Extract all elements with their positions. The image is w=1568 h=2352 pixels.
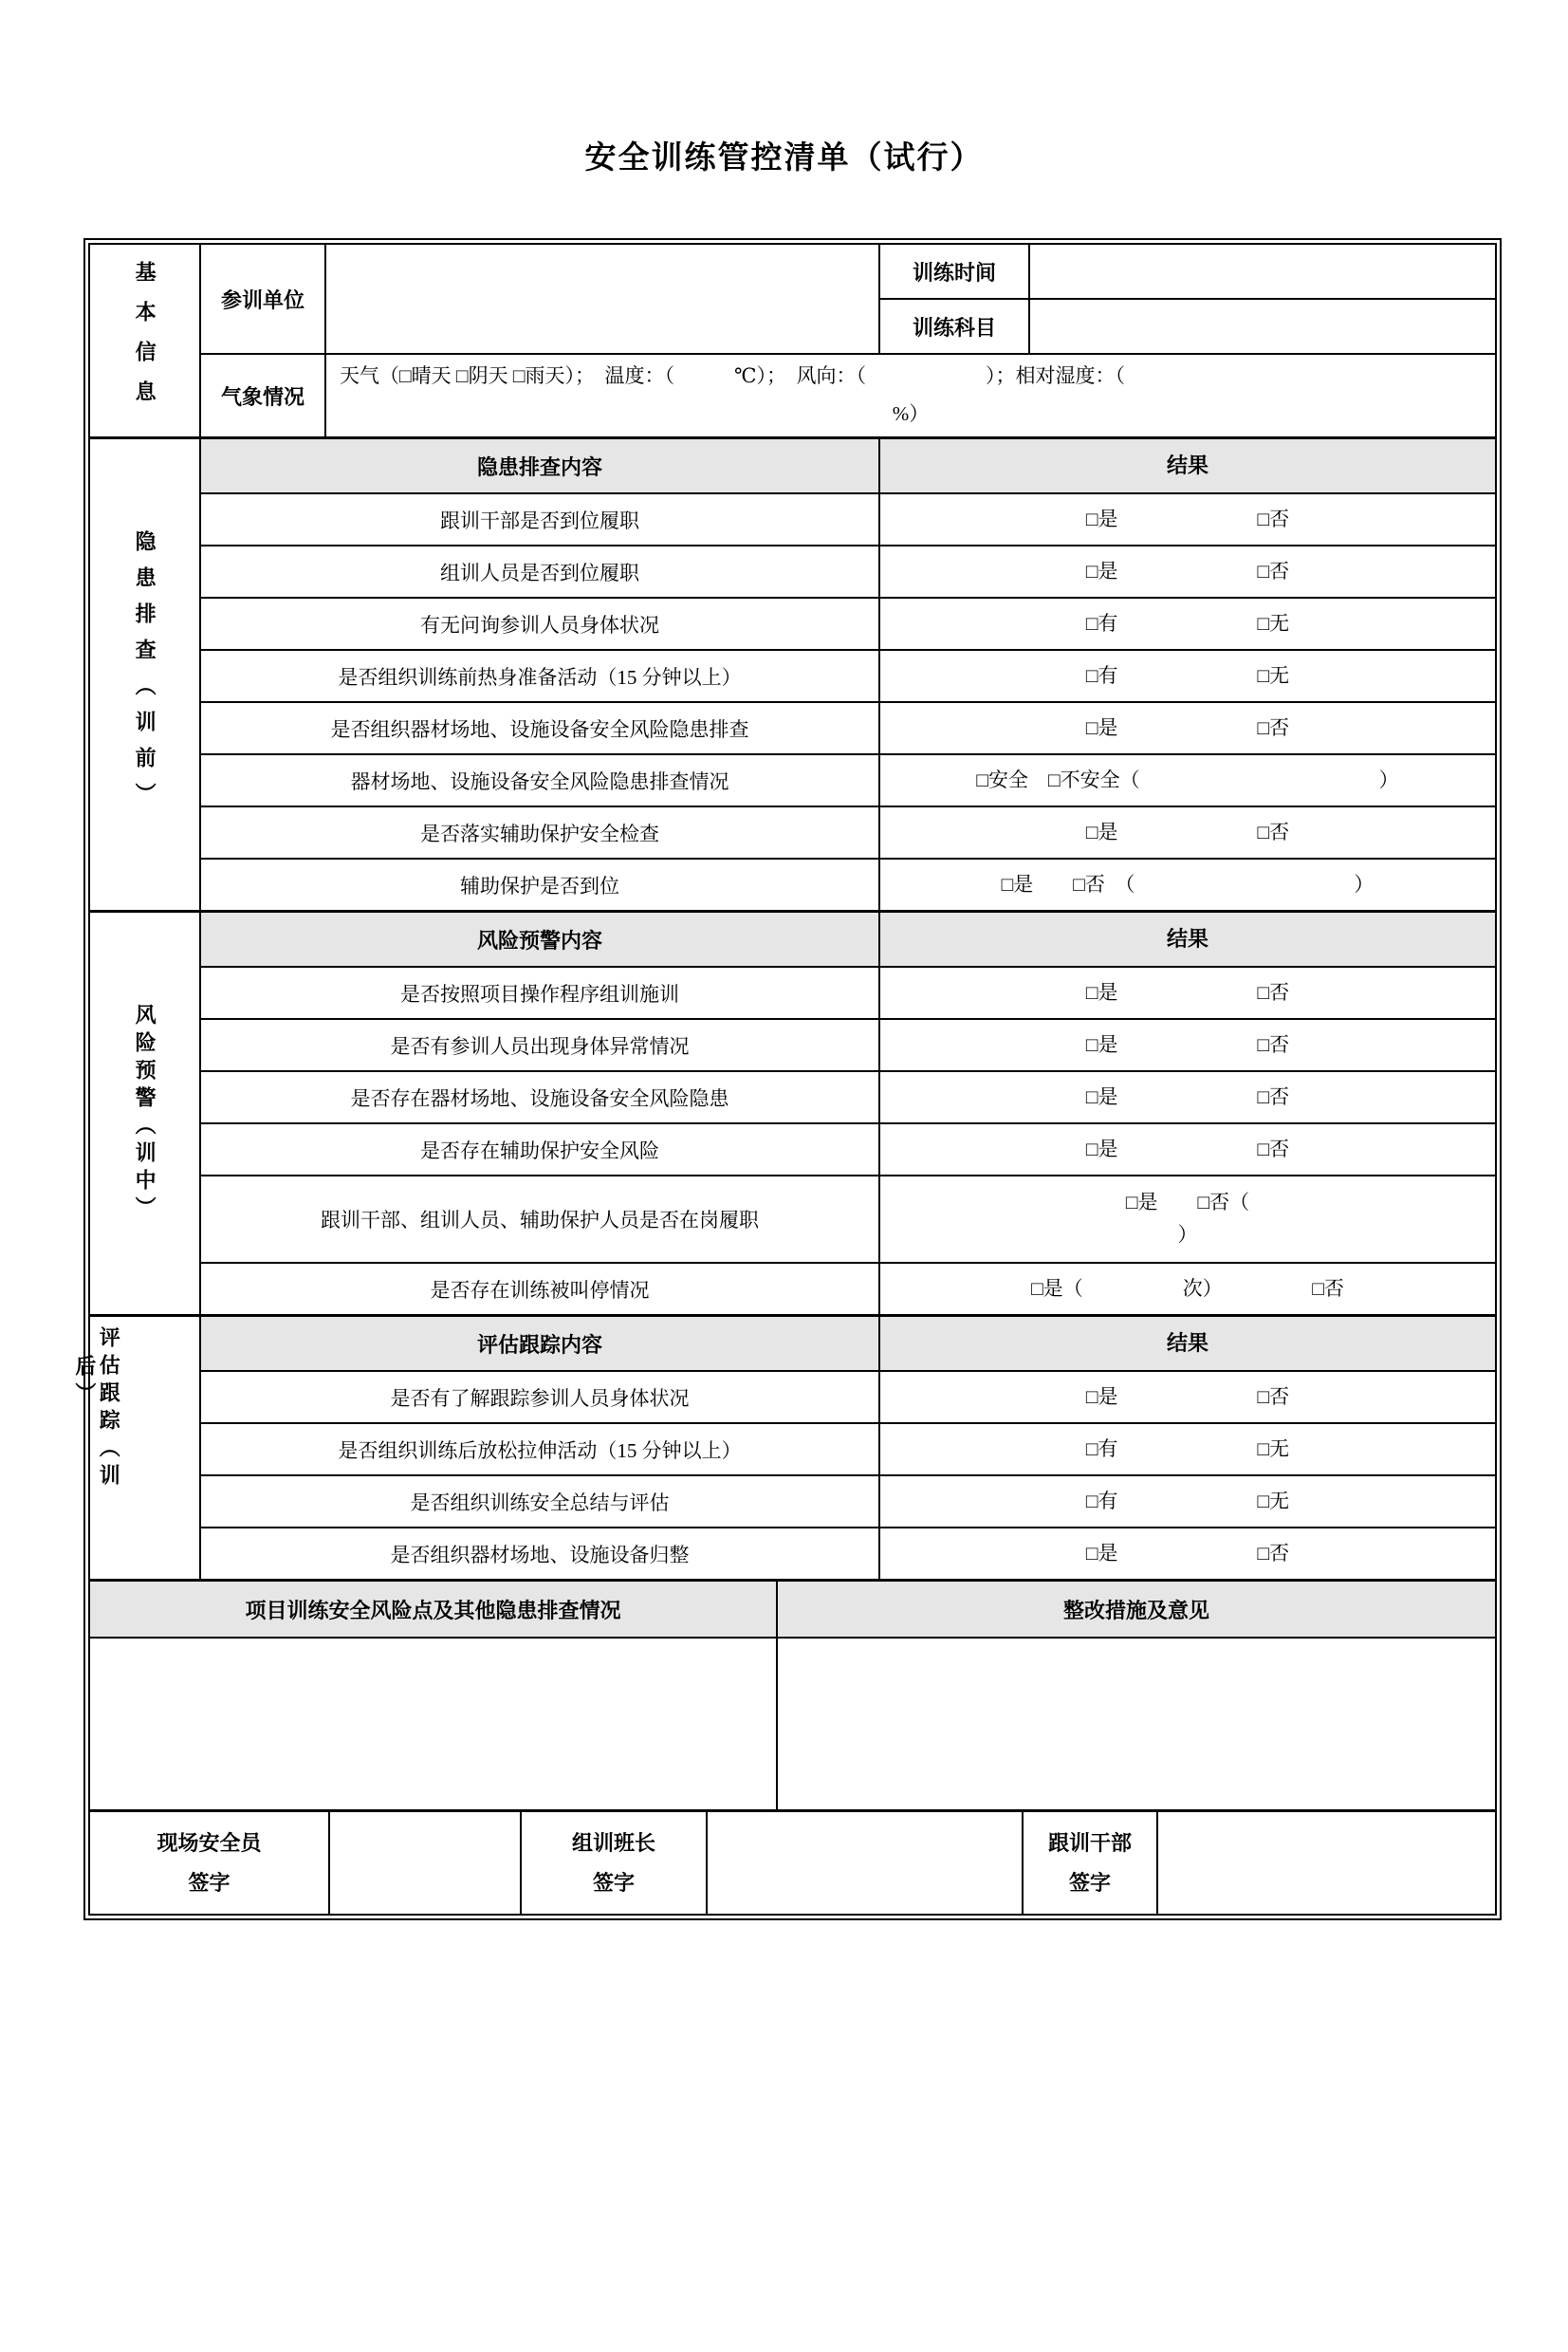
post-header-row	[201, 1317, 1495, 1370]
unit-value-cell[interactable]	[326, 245, 880, 353]
post-header-result: 结果	[1166, 1331, 1208, 1356]
time-label: 训练时间	[880, 245, 1030, 298]
post-section-label-cell	[72, 1317, 201, 1579]
checklist-row	[201, 1262, 1495, 1314]
checklist-row	[201, 1122, 1495, 1175]
checklist-row	[201, 753, 1495, 806]
pre-header-result: 结果	[1166, 454, 1208, 478]
time-value-cell[interactable]	[1030, 245, 1495, 298]
checklist-row	[201, 966, 1495, 1018]
basic-row-time	[880, 245, 1495, 298]
row-result-checkboxes[interactable]: □是 □否	[1085, 1084, 1290, 1108]
row-result-checkboxes[interactable]: □是 □否	[1085, 559, 1290, 583]
row-result-checkboxes[interactable]: □是 □否	[1085, 715, 1290, 739]
row-content: 器材场地、设施设备安全风险隐患排查情况	[201, 755, 880, 806]
checklist-table	[72, 238, 1502, 1920]
safety-officer-signature-cell[interactable]	[330, 1812, 522, 1914]
remarks-value-row	[90, 1637, 1495, 1809]
checklist-row	[201, 649, 1495, 701]
post-section-label-col1: 评估跟踪（训	[97, 1326, 121, 1491]
row-content: 是否存在辅助保护安全风险	[201, 1124, 880, 1175]
mid-section-label-cell	[90, 913, 201, 1314]
row-result-checkboxes[interactable]: □有 □无	[1085, 1436, 1290, 1460]
checklist-row	[201, 1018, 1495, 1070]
checklist-row	[201, 1370, 1495, 1422]
remarks-left-header: 项目训练安全风险点及其他隐患排查情况	[90, 1582, 778, 1637]
row-result-checkboxes[interactable]	[880, 1176, 1495, 1262]
section-mid-training	[90, 910, 1495, 1314]
row-result-checkboxes[interactable]: □有 □无	[1085, 663, 1290, 687]
row-result-checkboxes[interactable]: □是 □否 （ ）	[1001, 872, 1374, 896]
row-result-checkboxes[interactable]: □有 □无	[1085, 1489, 1290, 1512]
remarks-right-header: 整改措施及意见	[1062, 1598, 1209, 1622]
section-signatures	[90, 1809, 1495, 1914]
checklist-row	[201, 1527, 1495, 1579]
basic-section-label-cell	[90, 245, 201, 436]
training-cadre-signature-label: 跟训干部 签字	[1024, 1812, 1158, 1914]
mid-section-label: 风险预警（训中）	[133, 1003, 157, 1224]
row-content: 有无问询参训人员身体状况	[201, 599, 880, 649]
basic-row-subject	[880, 298, 1495, 353]
row-content: 是否组织器材场地、设施设备归整	[201, 1528, 880, 1579]
row-content: 是否按照项目操作程序组训施训	[201, 968, 880, 1018]
unit-label: 参训单位	[201, 245, 326, 353]
checklist-row	[201, 1422, 1495, 1474]
checklist-row	[201, 806, 1495, 858]
subject-value-cell[interactable]	[1030, 300, 1495, 353]
row-result-checkboxes[interactable]: □是（ 次） □否	[1031, 1276, 1344, 1300]
section-post-training	[72, 1314, 1495, 1579]
checklist-row	[201, 1474, 1495, 1527]
pre-section-label-cell	[90, 439, 201, 910]
remarks-header-row	[90, 1582, 1495, 1637]
section-remarks	[90, 1579, 1495, 1809]
subject-label: 训练科目	[880, 300, 1030, 353]
row-content: 是否落实辅助保护安全检查	[201, 807, 880, 858]
remarks-right-value-cell[interactable]	[778, 1639, 1495, 1809]
row-result-checkboxes[interactable]: □是 □否	[1085, 980, 1290, 1004]
row-content: 是否有了解跟踪参训人员身体状况	[201, 1372, 880, 1422]
row-content: 是否存在器材场地、设施设备安全风险隐患	[201, 1072, 880, 1122]
weather-value-cell[interactable]	[326, 355, 1495, 436]
mid-header-result: 结果	[1166, 927, 1208, 952]
row-content: 是否存在训练被叫停情况	[201, 1264, 880, 1314]
row-content: 跟训干部是否到位履职	[201, 494, 880, 545]
row-content: 是否组织训练安全总结与评估	[201, 1476, 880, 1527]
row-result-checkboxes[interactable]: □是 □否	[1085, 1384, 1290, 1408]
training-cadre-signature-cell[interactable]	[1158, 1812, 1495, 1914]
checklist-row	[201, 1070, 1495, 1122]
row-content: 是否有参训人员出现身体异常情况	[201, 1020, 880, 1070]
pre-header-row	[201, 439, 1495, 492]
row-result-checkboxes[interactable]: □是 □否	[1085, 1541, 1290, 1565]
row-content: 辅助保护是否到位	[201, 860, 880, 910]
post-section-label-col2: 后）	[72, 1355, 97, 1410]
checklist-row	[201, 1175, 1495, 1262]
weather-label: 气象情况	[201, 355, 326, 436]
checklist-row	[201, 858, 1495, 910]
doc-title: 安全训练管控清单（试行）	[584, 139, 984, 175]
row-result-checkboxes[interactable]: □是 □否	[1085, 507, 1290, 530]
row-content: 是否组织器材场地、设施设备安全风险隐患排查	[201, 703, 880, 753]
row-result-checkboxes[interactable]: □是 □否	[1085, 1137, 1290, 1160]
safety-officer-signature-label: 现场安全员 签字	[90, 1812, 330, 1914]
row-content: 是否组织训练前热身准备活动（15 分钟以上）	[201, 651, 880, 701]
row-content: 组训人员是否到位履职	[201, 546, 880, 597]
basic-row-weather	[201, 353, 1495, 436]
row-result-checkboxes[interactable]: □是 □否	[1085, 1032, 1290, 1056]
row-result-checkboxes[interactable]: □安全 □不安全（ ）	[976, 768, 1399, 791]
basic-section-label: 基本信息	[133, 261, 157, 420]
result-line2: ）	[1177, 1223, 1198, 1246]
checklist-row	[201, 701, 1495, 753]
signature-row	[90, 1812, 1495, 1914]
squad-leader-signature-cell[interactable]	[708, 1812, 1024, 1914]
mid-header-content: 风险预警内容	[201, 913, 880, 966]
mid-header-row	[201, 913, 1495, 966]
pre-header-content: 隐患排查内容	[201, 439, 880, 492]
section-basic-info	[90, 245, 1495, 436]
checklist-row	[201, 597, 1495, 649]
basic-row-unit	[201, 245, 1495, 353]
checklist-row	[201, 492, 1495, 545]
post-header-content: 评估跟踪内容	[201, 1317, 880, 1370]
weather-options-line1: 天气（□晴天 □阴天 □雨天）； 温度：（ ℃）； 风向：（ ）；相对湿度：（	[340, 364, 1126, 388]
row-result-checkboxes[interactable]: □是 □否	[1085, 820, 1290, 843]
section-pre-training	[90, 436, 1495, 910]
document-page	[0, 133, 1568, 1920]
checklist-row	[201, 545, 1495, 597]
row-content: 是否组织训练后放松拉伸活动（15 分钟以上）	[201, 1424, 880, 1474]
row-content: 跟训干部、组训人员、辅助保护人员是否在岗履职	[201, 1176, 880, 1262]
result-line1: □是 □否（	[1125, 1191, 1250, 1214]
row-result-checkboxes[interactable]: □有 □无	[1085, 611, 1290, 635]
pre-section-label: 隐患排查（训前）	[133, 530, 157, 819]
weather-options-line2: %）	[892, 402, 930, 425]
squad-leader-signature-label: 组训班长 签字	[522, 1812, 708, 1914]
remarks-left-value-cell[interactable]	[90, 1639, 778, 1809]
